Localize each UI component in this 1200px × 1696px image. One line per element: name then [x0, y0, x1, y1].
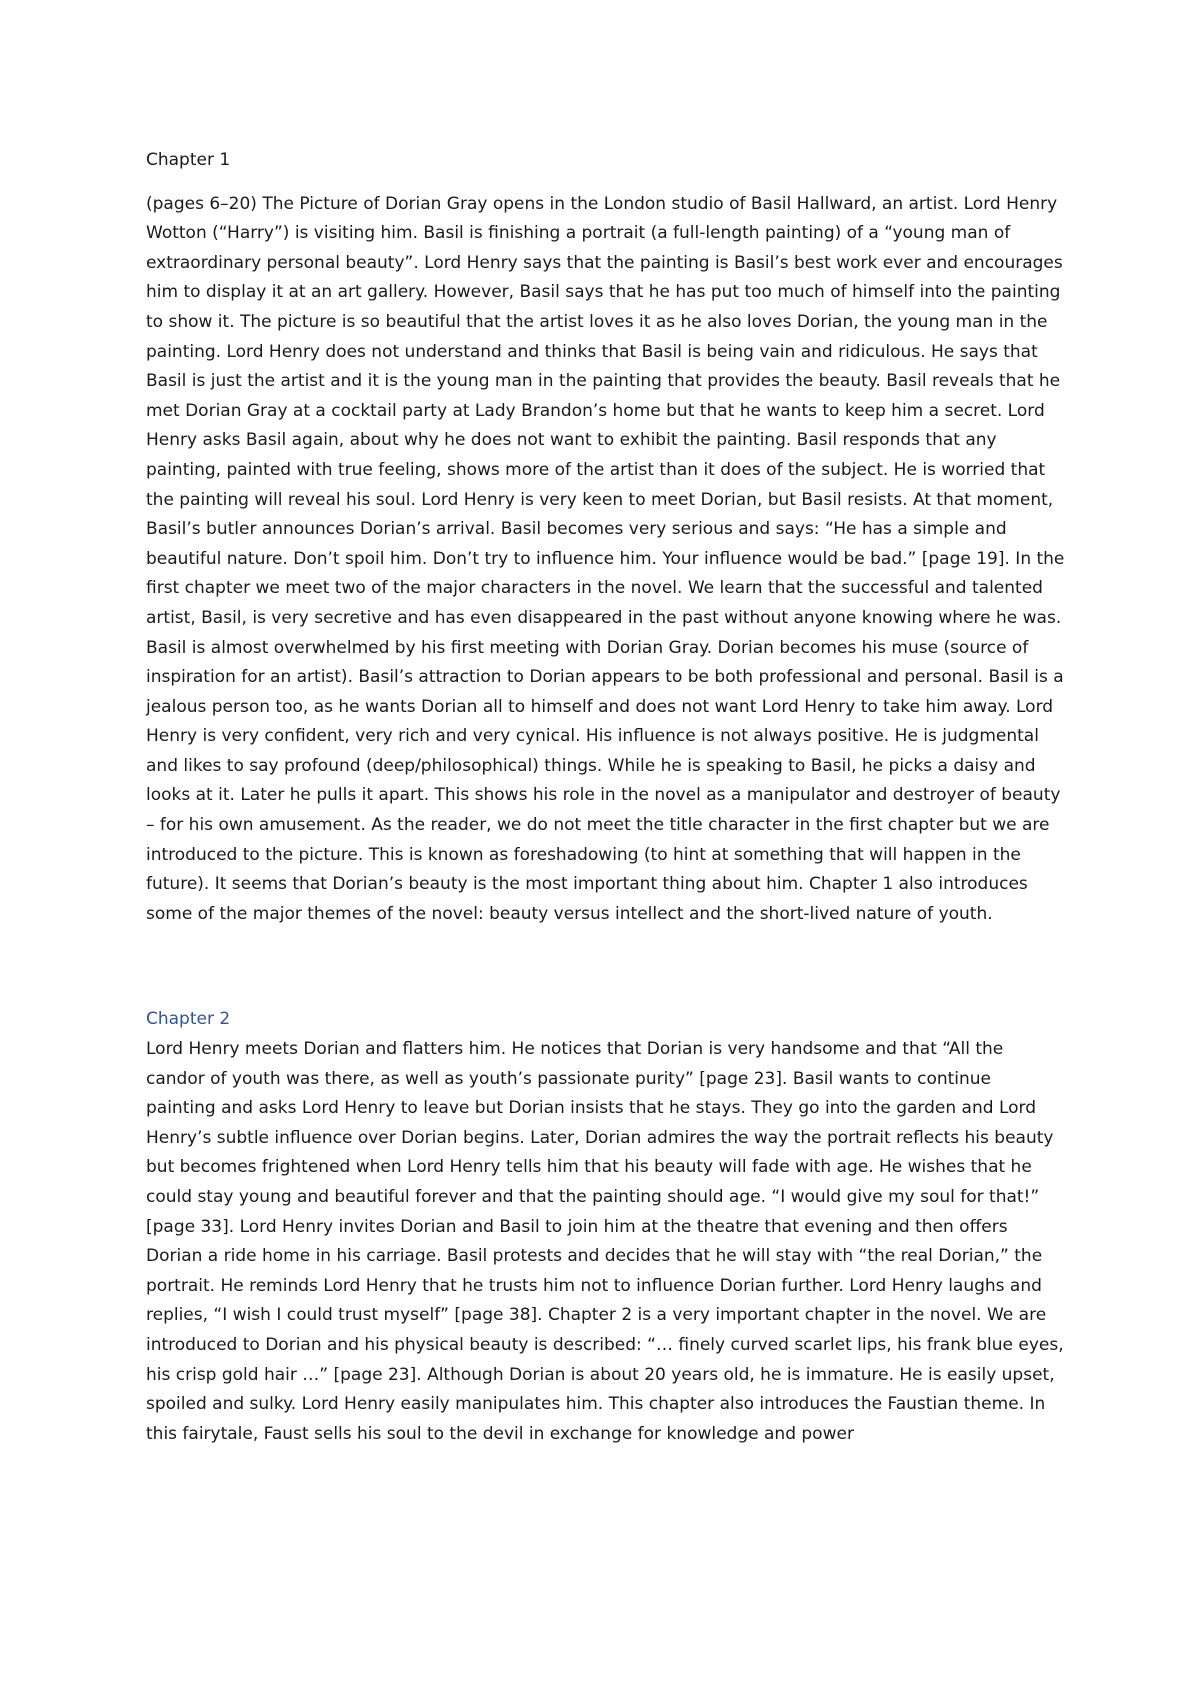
spacer [146, 176, 1066, 190]
chapter-1-heading: Chapter 1 [146, 150, 231, 170]
chapter-2-heading: Chapter 2 [146, 1009, 231, 1030]
document-page [146, 146, 1066, 1449]
chapter-2-paragraph: Lord Henry meets Dorian and flatters him. He notices that Dorian is very handsome and that “All the candor of youth was there, as well as youth’s passionate purity” [page 23]. Basil wants to continue painting and asks Lord Henry to leave but Dorian insists that he stays. They go into the garden and Lord Henry’s subtle influence over Dorian begins. Later, Dorian admires the way the portrait reflects his beauty but becomes frightened when Lord Henry tells him that his beauty will fade with age. He wishes that he could stay young and beautiful forever and that the painting should age. “I would give my soul for that!” [page 33]. Lord Henry invites Dorian and Basil to join him at the theatre that evening and then offers Dorian a ride home in his carriage. Basil protests and decides that he will stay with “the real Dorian,” the portrait. He reminds Lord Henry that he trusts him not to influence Dorian further. Lord Henry laughs and replies, “I wish I could trust myself” [page 38]. Chapter 2 is a very important chapter in the novel. We are introduced to Dorian and his physical beauty is described: “… finely curved scarlet lips, his frank blue eyes, his crisp gold hair …” [page 23]. Although Dorian is about 20 years old, he is immature. He is easily upset, spoiled and sulky. Lord Henry easily manipulates him. This chapter also introduces the Faustian theme. In this fairytale, Faust sells his soul to the devil in exchange for knowledge and power [146, 1039, 1064, 1444]
chapter-1-paragraph: (pages 6–20) The Picture of Dorian Gray opens in the London studio of Basil Hallward, an artist. Lord Henry Wotton (“Harry”) is visiting him. Basil is finishing a portrait (a full-length painting) of a “young man of extraordinary personal beauty”. Lord Henry says that the painting is Basil’s best work ever and encourages him to display it at an art gallery. However, Basil says that he has put too much of himself into the painting to show it. The picture is so beautiful that the artist loves it as he also loves Dorian, the young man in the painting. Lord Henry does not understand and thinks that Basil is being vain and ridiculous. He says that Basil is just the artist and it is the young man in the painting that provides the beauty. Basil reveals that he met Dorian Gray at a cocktail party at Lady Brandon’s home but that he wants to keep him a secret. Lord Henry asks Basil again, about why he does not want to exhibit the painting. Basil responds that any painting, painted with true feeling, shows more of the artist than it does of the subject. He is worried that the painting will reveal his soul. Lord Henry is very keen to meet Dorian, but Basil resists. At that moment, Basil’s butler announces Dorian’s arrival. Basil becomes very serious and says: “He has a simple and beautiful nature. Don’t spoil him. Don’t try to influence him. Your influence would be bad.” [page 19]. In the first chapter we meet two of the major characters in the novel. We learn that the successful and talented artist, Basil, is very secretive and has even disappeared in the past without anyone knowing where he was. Basil is almost overwhelmed by his first meeting with Dorian Gray. Dorian becomes his muse (source of inspiration for an artist). Basil’s attraction to Dorian appears to be both professional and personal. Basil is a jealous person too, as he wants Dorian all to himself and does not want Lord Henry to take him away. Lord Henry is very confident, very rich and very cynical. His influence is not always positive. He is judgmental and likes to say profound (deep/philosophical) things. While he is speaking to Basil, he picks a daisy and looks at it. Later he pulls it apart. This shows his role in the novel as a manipulator and destroyer of beauty – for his own amusement. As the reader, we do not meet the title character in the first chapter but we are introduced to the picture. This is known as foreshadowing (to hint at something that will happen in the future). It seems that Dorian’s beauty is the most important thing about him. Chapter 1 also introduces some of the major themes of the novel: beauty versus intellect and the short-lived nature of youth. [146, 193, 1065, 924]
spacer [146, 929, 1066, 1005]
